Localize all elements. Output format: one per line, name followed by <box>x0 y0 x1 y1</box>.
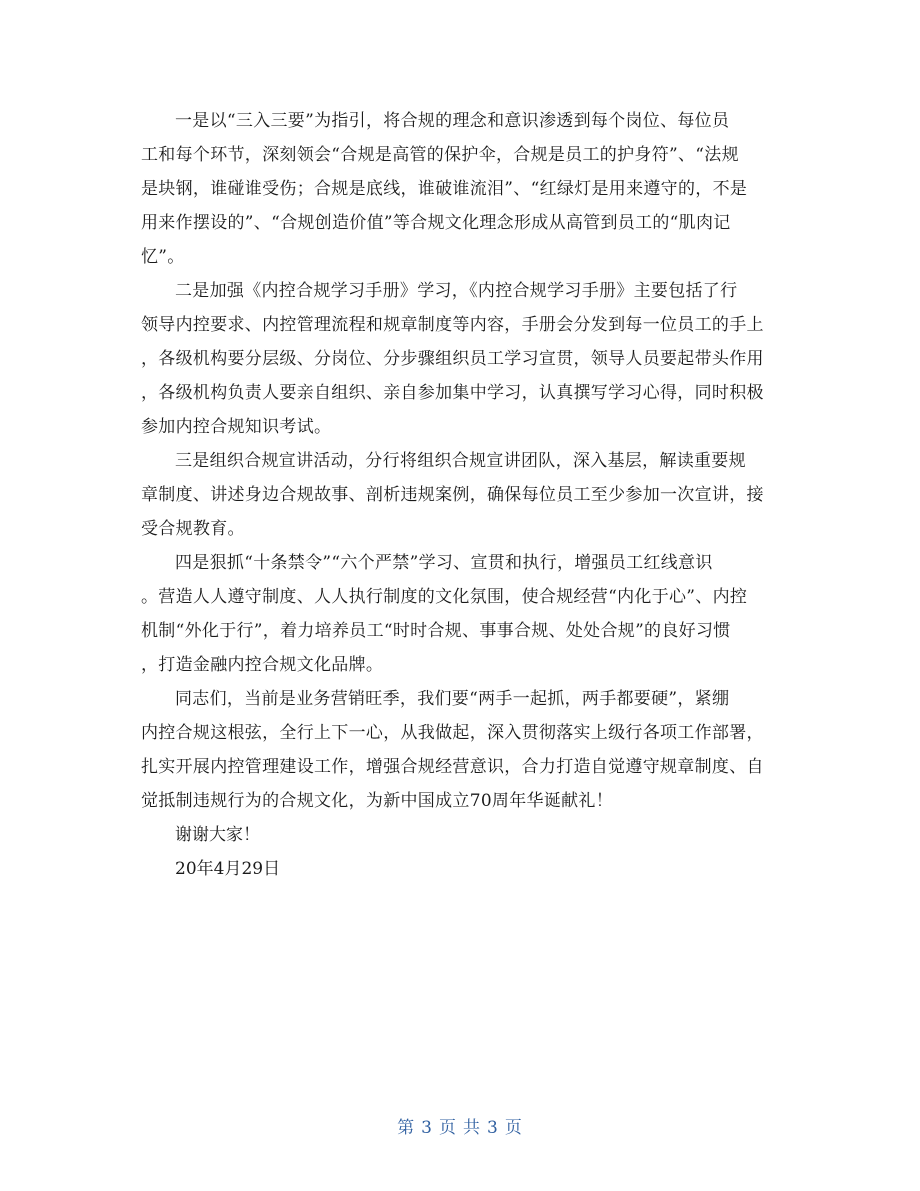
paragraph-line: 四是狠抓“十条禁令”“六个严禁”学习、宣贯和执行，增强员工红线意识 <box>175 553 713 573</box>
paragraph-line: 忆”。 <box>141 247 185 267</box>
paragraph-line: 一是以“三入三要”为指引，将合规的理念和意识渗透到每个岗位、每位员 <box>175 111 730 131</box>
footer-page-label: 第 <box>397 1118 416 1138</box>
paragraph-line: 领导内控要求、内控管理流程和规章制度等内容，手册会分发到每一位员工的手上 <box>141 315 764 335</box>
paragraph-line: 是块钢，谁碰谁受伤；合规是底线，谁破谁流泪”、“红绿灯是用来遵守的，不是 <box>141 179 748 199</box>
paragraph-line: 受合规教育。 <box>141 519 245 539</box>
document-body <box>141 104 781 886</box>
closing-thanks: 谢谢大家！ <box>175 825 260 845</box>
paragraph-line: 工和每个环节，深刻领会“合规是高管的保护伞，合规是员工的护身符”、“法规 <box>141 145 739 165</box>
paragraph-line: 内控合规这根弦，全行上下一心，从我做起，深入贯彻落实上级行各项工作部署， <box>141 723 764 743</box>
paragraph-5 <box>141 682 781 818</box>
footer-page-unit: 页 <box>439 1118 457 1138</box>
paragraph-line: 参加内控合规知识考试。 <box>141 417 332 437</box>
footer-total-unit: 页 <box>504 1118 523 1138</box>
paragraph-1 <box>141 104 781 274</box>
page-footer <box>0 1113 920 1138</box>
paragraph-line: 同志们，当前是业务营销旺季，我们要“两手一起抓，两手都要硬”，紧绷 <box>175 689 730 709</box>
paragraph-line: 觉抵制违规行为的合规文化，为新中国成立70周年华诞献礼！ <box>141 791 614 811</box>
paragraph-line: 章制度、讲述身边合规故事、剖析违规案例，确保每位员工至少参加一次宣讲，接 <box>141 485 764 505</box>
paragraph-line: 三是组织合规宣讲活动，分行将组织合规宣讲团队，深入基层，解读重要规 <box>175 451 746 471</box>
footer-current-page: 3 <box>421 1118 433 1138</box>
footer-total-label: 共 <box>463 1118 481 1138</box>
paragraph-line: 。营造人人遵守制度、人人执行制度的文化氛围，使合规经营“内化于心”、内控 <box>141 587 748 607</box>
paragraph-3 <box>141 444 781 546</box>
footer-total-pages: 3 <box>487 1118 499 1138</box>
paragraph-2 <box>141 274 781 444</box>
paragraph-line: ，各级机构负责人要亲自组织、亲自参加集中学习，认真撰写学习心得，同时积极 <box>141 383 764 403</box>
paragraph-line: ，各级机构要分层级、分岗位、分步骤组织员工学习宣贯，领导人员要起带头作用 <box>141 349 764 369</box>
paragraph-line: 机制“外化于行”，着力培养员工“时时合规、事事合规、处处合规”的良好习惯 <box>141 621 731 641</box>
document-date: 20年4月29日 <box>175 859 281 879</box>
paragraph-line: ，打造金融内控合规文化品牌。 <box>141 655 384 675</box>
paragraph-4 <box>141 546 781 682</box>
paragraph-line: 用来作摆设的”、“合规创造价值”等合规文化理念形成从高管到员工的“肌肉记 <box>141 213 731 233</box>
paragraph-line: 扎实开展内控管理建设工作，增强合规经营意识，合力打造自觉遵守规章制度、自 <box>141 757 764 777</box>
paragraph-line: 二是加强《内控合规学习手册》学习，《内控合规学习手册》主要包括了行 <box>175 281 738 301</box>
